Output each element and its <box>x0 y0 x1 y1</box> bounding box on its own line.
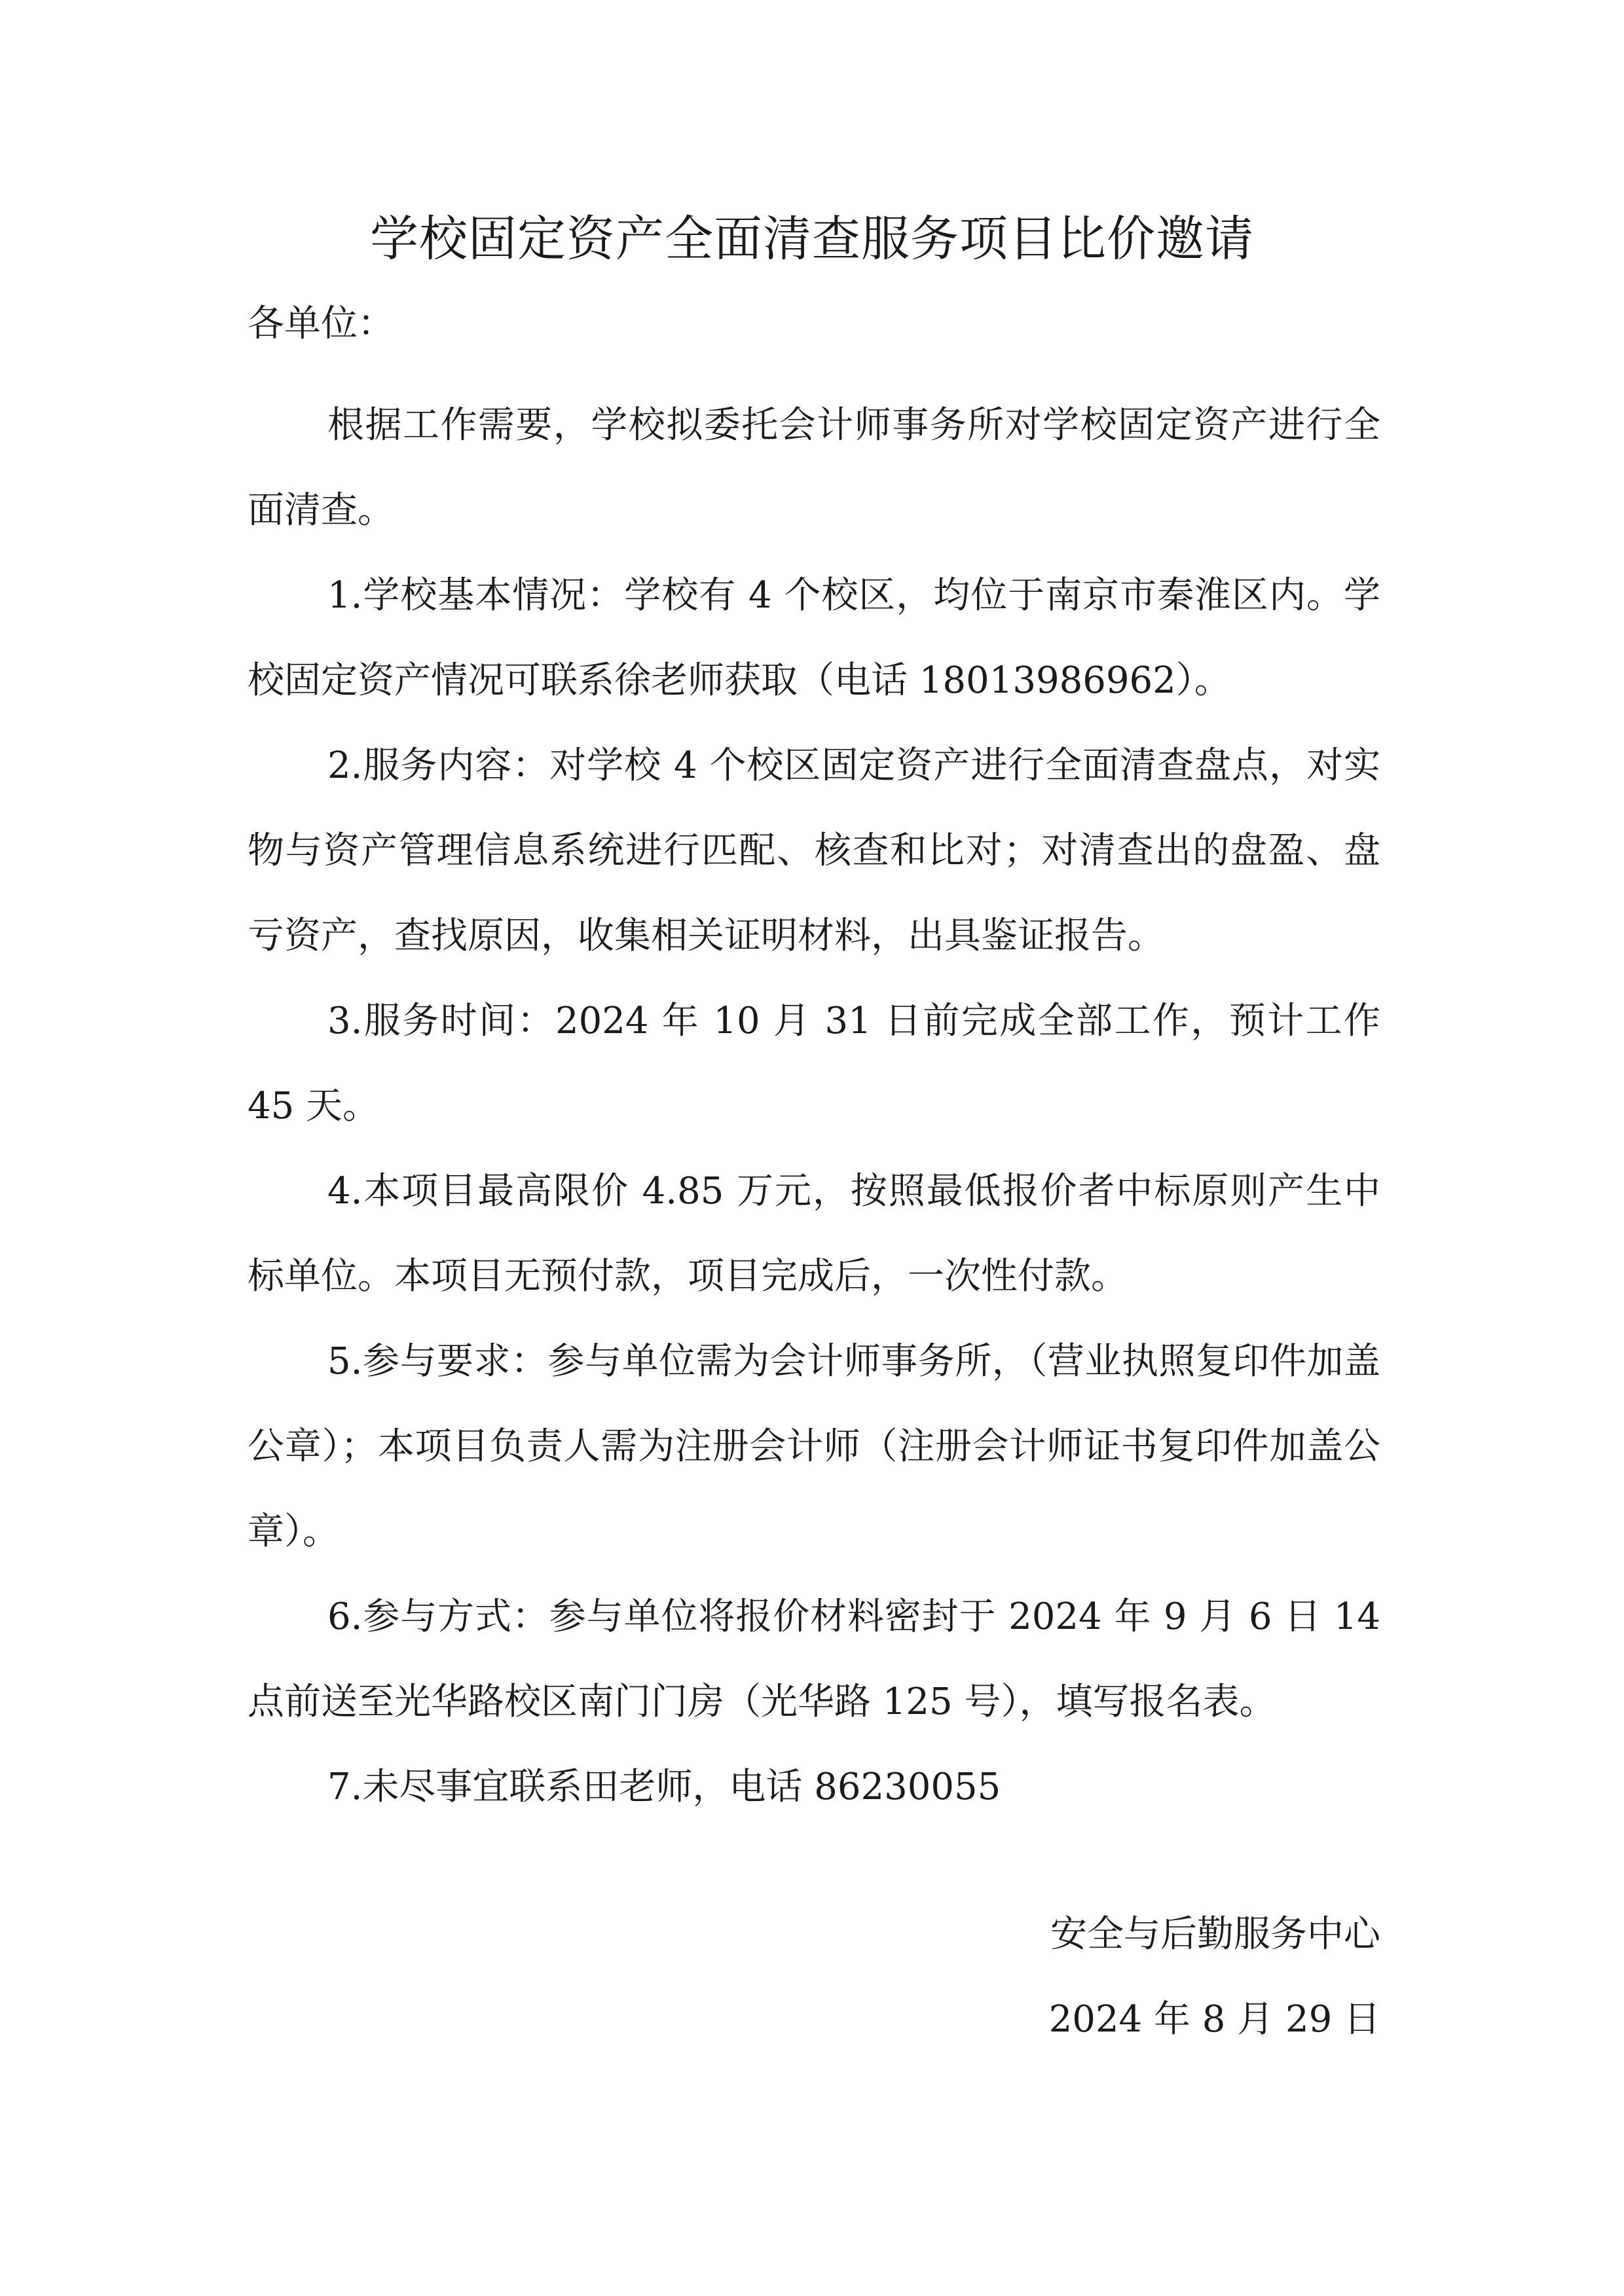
signature-organization: 安全与后勤服务中心 <box>1050 1913 1380 1956</box>
document-body <box>248 383 1380 1830</box>
signature-date: 2024 年 8 月 29 日 <box>1048 1998 1380 2041</box>
paragraph-item-6: 6.参与方式：参与单位将报价材料密封于 2024 年 9 月 6 日 14 点前送至光华路校区南门门房（光华路 125 号），填写报名表。 <box>248 1595 1380 1723</box>
paragraph-item-2: 2.服务内容：对学校 4 个校区固定资产进行全面清查盘点，对实物与资产管理信息系统进行匹配、核查和比对；对清查出的盘盈、盘亏资产，查找原因，收集相关证明材料，出具鉴证报告。 <box>248 744 1380 957</box>
paragraph-item-5: 5.参与要求：参与单位需为会计师事务所，（营业执照复印件加盖公章）；本项目负责人需为注册会计师（注册会计师证书复印件加盖公章）。 <box>248 1340 1380 1553</box>
document-title: 学校固定资产全面清查服务项目比价邀请 <box>370 211 1254 267</box>
paragraph-item-3: 3.服务时间：2024 年 10 月 31 日前完成全部工作，预计工作 45 天。 <box>248 1000 1380 1127</box>
paragraph-intro: 根据工作需要，学校拟委托会计师事务所对学校固定资产进行全面清查。 <box>248 404 1380 532</box>
paragraph-item-7: 7.未尽事宜联系田老师，电话 86230055 <box>327 1766 1001 1808</box>
paragraph-item-4: 4.本项目最高限价 4.85 万元，按照最低报价者中标原则产生中标单位。本项目无预付款，项目完成后，一次性付款。 <box>248 1170 1380 1298</box>
signature-block <box>1049 1892 1380 2062</box>
paragraph-item-1: 1.学校基本情况：学校有 4 个校区，均位于南京市秦淮区内。学校固定资产情况可联系徐老师获取（电话 18013986962）。 <box>248 574 1380 702</box>
salutation: 各单位： <box>248 302 394 345</box>
